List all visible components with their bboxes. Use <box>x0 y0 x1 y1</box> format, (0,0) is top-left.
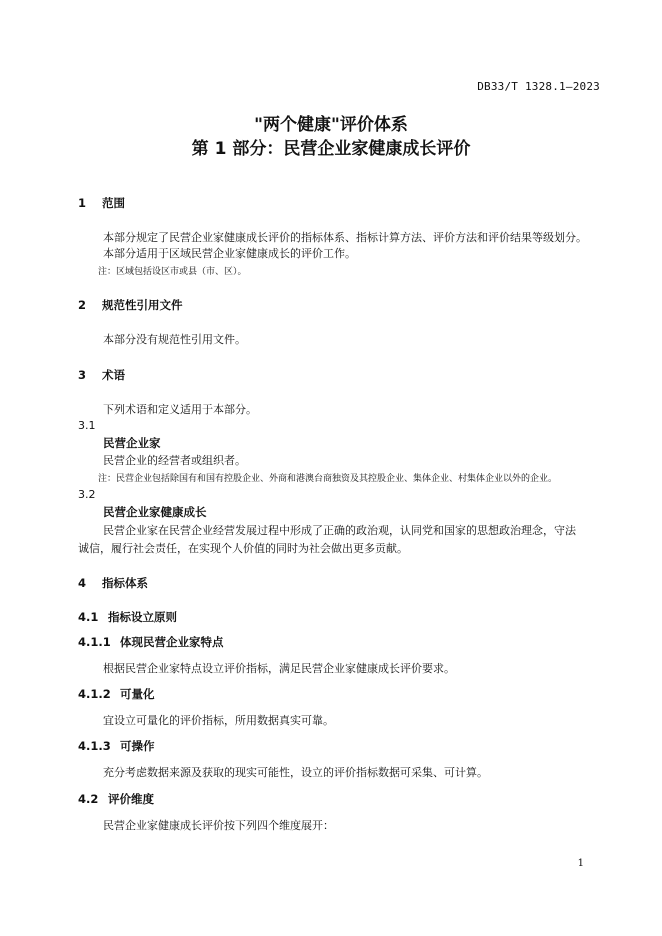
term-definition: 民营企业家在民营企业经营发展过程中形成了正确的政治观，认同党和国家的思想政治理念，守法 <box>103 524 576 537</box>
section-title: 可操作 <box>120 739 155 753</box>
subsection-heading <box>78 686 155 702</box>
section-title: 指标设立原则 <box>108 610 177 624</box>
paragraph: 本部分没有规范性引用文件。 <box>103 333 246 346</box>
section-number: 4.1.3 <box>78 739 111 753</box>
section-title: 体现民营企业家特点 <box>120 635 224 649</box>
section-number: 4.1 <box>78 610 99 624</box>
paragraph: 根据民营企业家特点设立评价指标，满足民营企业家健康成长评价要求。 <box>103 662 455 675</box>
note: 注：民营企业包括除国有和国有控股企业、外商和港澳台商独资及其控股企业、集体企业、村集体企业以外的企业。 <box>98 474 558 484</box>
section-number: 2 <box>78 298 87 312</box>
section-title: 评价维度 <box>108 792 154 806</box>
paragraph: 下列术语和定义适用于本部分。 <box>103 403 257 416</box>
paragraph: 本部分规定了民营企业家健康成长评价的指标体系、指标计算方法、评价方法和评价结果等级划分。 <box>103 231 587 244</box>
section-number: 4.2 <box>78 792 99 806</box>
document-code: DB33/T 1328.1—2023 <box>477 80 600 93</box>
section-1-heading <box>78 195 125 211</box>
paragraph: 充分考虑数据来源及获取的现实可能性，设立的评价指标数据可采集、可计算。 <box>103 766 488 779</box>
subsection-heading <box>78 791 154 807</box>
document-title: "两个健康"评价体系 <box>254 115 408 135</box>
term-number: 3.1 <box>78 419 96 432</box>
section-number: 3 <box>78 368 87 382</box>
page-number: 1 <box>577 858 584 869</box>
section-2-heading <box>78 297 183 313</box>
term-definition: 诚信，履行社会责任，在实现个人价值的同时为社会做出更多贡献。 <box>78 542 408 555</box>
section-title: 规范性引用文件 <box>102 298 183 312</box>
section-number: 4.1.1 <box>78 635 111 649</box>
term-name: 民营企业家健康成长 <box>103 505 207 519</box>
section-4-heading <box>78 575 148 591</box>
section-number: 4 <box>78 576 87 590</box>
term-name: 民营企业家 <box>103 436 161 450</box>
document-subtitle: 第 1 部分：民营企业家健康成长评价 <box>191 139 471 159</box>
note: 注：区域包括设区市或县（市、区）。 <box>98 267 247 277</box>
subsection-heading <box>78 738 155 754</box>
section-title: 指标体系 <box>102 576 148 590</box>
paragraph: 民营企业家健康成长评价按下列四个维度展开： <box>103 819 334 832</box>
paragraph: 本部分适用于区域民营企业家健康成长的评价工作。 <box>103 247 356 260</box>
term-definition: 民营企业的经营者或组织者。 <box>103 454 246 467</box>
section-3-heading <box>78 367 125 383</box>
section-title: 可量化 <box>120 687 155 701</box>
subsection-heading <box>78 609 177 625</box>
paragraph: 宜设立可量化的评价指标，所用数据真实可靠。 <box>103 714 334 727</box>
subsection-heading <box>78 634 224 650</box>
section-title: 术语 <box>102 368 125 382</box>
term-number: 3.2 <box>78 488 96 501</box>
section-number: 1 <box>78 196 87 210</box>
section-title: 范围 <box>102 196 125 210</box>
section-number: 4.1.2 <box>78 687 111 701</box>
